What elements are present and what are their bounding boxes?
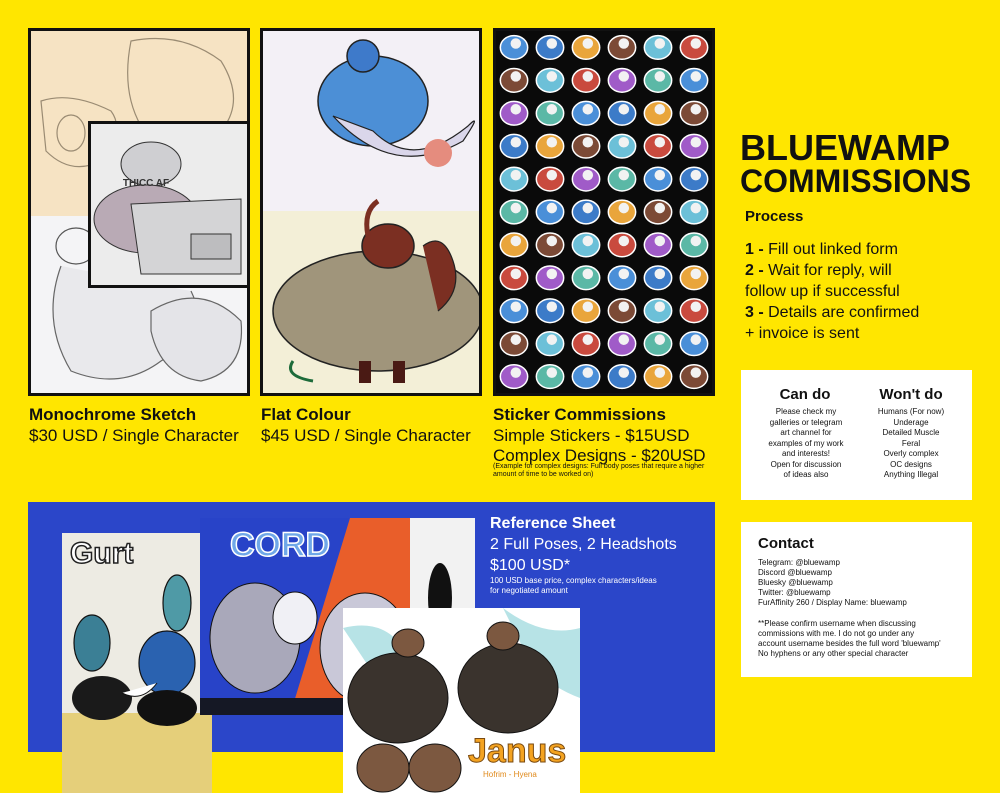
janus-name-text: Janus	[468, 732, 567, 770]
sticker-highlight	[691, 38, 702, 49]
sticker-highlight	[583, 269, 594, 280]
sticker-highlight	[655, 203, 666, 214]
contact-twitter: Twitter: @bluewamp	[758, 588, 831, 597]
sketch-title: Monochrome Sketch	[29, 405, 197, 424]
can-do-list	[751, 407, 861, 481]
sticker-highlight	[691, 269, 702, 280]
sticker-highlight	[547, 203, 558, 214]
sticker-simple-price: Simple Stickers - $15USD	[493, 426, 690, 445]
sticker-highlight	[511, 269, 522, 280]
sticker-highlight	[547, 137, 558, 148]
wont-do-list	[859, 407, 963, 481]
sticker-highlight	[583, 137, 594, 148]
sticker-highlight	[655, 71, 666, 82]
sticker-note-line1: (Example for complex designs: Full body poses that require a higher	[493, 463, 705, 470]
process-step: 3 - Details are confirmed	[745, 304, 920, 321]
wont-do-line: Feral	[901, 438, 921, 448]
sticker-highlight	[511, 367, 522, 378]
process-step: 1 - Fill out linked form	[745, 241, 898, 258]
sticker-highlight	[511, 170, 522, 181]
cord-name-text: CORD	[230, 526, 331, 564]
brand-name: BLUEWAMP	[740, 127, 950, 168]
reference-details: 2 Full Poses, 2 Headshots	[490, 536, 677, 553]
sticker-highlight	[547, 170, 558, 181]
sticker-highlight	[547, 38, 558, 49]
sticker-highlight	[619, 203, 630, 214]
wont-do-title: Won't do	[879, 386, 943, 403]
sticker-highlight	[691, 334, 702, 345]
sticker-highlight	[619, 104, 630, 115]
process-step: 2 - Wait for reply, will	[745, 262, 892, 279]
sticker-highlight	[583, 334, 594, 345]
janus-subtitle-text: Hofrim - Hyena	[483, 770, 537, 779]
sticker-highlight	[691, 236, 702, 247]
sticker-highlight	[619, 71, 630, 82]
wont-do-line: Overly complex	[883, 449, 939, 458]
sticker-highlight	[583, 170, 594, 181]
sticker-highlight	[655, 236, 666, 247]
contact-furaffinity: FurAffinity 260 / Display Name: bluewamp	[758, 598, 907, 607]
sticker-highlight	[655, 104, 666, 115]
sticker-highlight	[655, 38, 666, 49]
sticker-highlight	[691, 302, 702, 313]
can-do-line: galleries or telegram	[769, 417, 843, 427]
sticker-title: Sticker Commissions	[493, 405, 666, 424]
sticker-highlight	[583, 71, 594, 82]
flat-colour-example-image	[260, 28, 482, 396]
wont-do-line: Anything Illegal	[883, 470, 939, 479]
sticker-highlight	[619, 38, 630, 49]
contact-note-line: commissions with me. I do not go under any	[758, 629, 915, 638]
sticker-highlight	[547, 334, 558, 345]
sticker-highlight	[655, 269, 666, 280]
sticker-highlight	[655, 170, 666, 181]
sticker-highlight	[655, 334, 666, 345]
contact-title: Contact	[758, 535, 814, 552]
sticker-highlight	[619, 334, 630, 345]
can-do-line: Open for discussion	[770, 459, 842, 469]
contact-note-line: account username besides the full word 'bluewamp'	[758, 639, 941, 648]
can-do-card	[741, 370, 972, 500]
sticker-highlight	[547, 269, 558, 280]
reference-title: Reference Sheet	[490, 515, 616, 532]
sticker-highlight	[583, 203, 594, 214]
janus-reference-image	[343, 608, 580, 793]
sticker-highlight	[511, 302, 522, 313]
gurt-name-text: Gurt	[70, 537, 134, 570]
sticker-highlight	[691, 367, 702, 378]
sticker-highlight	[583, 367, 594, 378]
sticker-highlight	[691, 170, 702, 181]
sticker-highlight	[583, 236, 594, 247]
contact-note	[758, 619, 970, 659]
sticker-highlight	[511, 334, 522, 345]
contact-discord: Discord @bluewamp	[758, 568, 832, 577]
sticker-highlight	[619, 302, 630, 313]
contact-list	[758, 558, 968, 608]
sticker-highlight	[583, 104, 594, 115]
sticker-highlight	[583, 38, 594, 49]
can-do-title: Can do	[779, 386, 831, 403]
reference-note-line2: for negotiated amount	[490, 586, 568, 595]
sticker-highlight	[619, 269, 630, 280]
process-step: + invoice is sent	[745, 325, 860, 342]
sticker-highlight	[547, 104, 558, 115]
sticker-highlight	[655, 137, 666, 148]
sticker-highlight	[619, 236, 630, 247]
sticker-highlight	[691, 71, 702, 82]
sticker-highlight	[619, 367, 630, 378]
reference-price: $100 USD*	[490, 557, 571, 574]
can-do-line: Please check my	[775, 407, 837, 416]
sticker-highlight	[511, 137, 522, 148]
can-do-line: art channel for	[780, 428, 832, 437]
process-steps	[745, 239, 995, 344]
sticker-highlight	[511, 203, 522, 214]
sticker-highlight	[655, 302, 666, 313]
sticker-highlight	[547, 236, 558, 247]
wont-do-line: OC designs	[890, 459, 932, 469]
sticker-highlight	[619, 137, 630, 148]
contact-card	[741, 522, 972, 677]
wont-do-line: Underage	[893, 417, 929, 427]
contact-telegram: Telegram: @bluewamp	[758, 558, 840, 567]
sketch-inset-image	[88, 121, 250, 288]
sketch-example-image	[28, 28, 250, 396]
contact-bluesky: Bluesky @bluewamp	[758, 578, 833, 587]
wont-do-line: Detailed Muscle	[882, 428, 940, 437]
flat-colour-title: Flat Colour	[261, 405, 351, 424]
sticker-highlight	[547, 71, 558, 82]
shirt-text: THICC AF	[122, 178, 170, 189]
sticker-highlight	[691, 137, 702, 148]
sticker-highlight	[511, 71, 522, 82]
can-do-line: and interests!	[781, 449, 831, 458]
can-do-line: of ideas also	[783, 470, 829, 479]
contact-note-line: **Please confirm username when discussing	[758, 619, 916, 628]
reference-note-line1: 100 USD base price, complex characters/ideas	[490, 576, 657, 585]
sticker-highlight	[511, 236, 522, 247]
can-do-line: examples of my work	[768, 438, 844, 448]
sticker-highlight	[547, 367, 558, 378]
brand-subtitle: COMMISSIONS	[740, 163, 972, 199]
sticker-highlight	[619, 170, 630, 181]
flat-colour-price: $45 USD / Single Character	[261, 426, 471, 445]
sticker-note-line2: amount of time to be worked on)	[493, 471, 594, 478]
sticker-highlight	[655, 367, 666, 378]
sticker-highlight	[583, 302, 594, 313]
wont-do-line: Humans (For now)	[877, 407, 945, 416]
gurt-reference-image	[62, 533, 212, 793]
contact-note-line: No hyphens or any other special character	[758, 649, 909, 658]
sticker-highlight	[691, 203, 702, 214]
process-step: follow up if successful	[745, 283, 900, 300]
sticker-highlight	[511, 38, 522, 49]
sticker-highlight	[511, 104, 522, 115]
sticker-complex-price: Complex Designs - $20USD	[493, 446, 706, 465]
sticker-highlight	[691, 104, 702, 115]
sticker-sheet-image	[493, 28, 715, 396]
process-title: Process	[745, 208, 804, 225]
sticker-highlight	[547, 302, 558, 313]
sketch-price: $30 USD / Single Character	[29, 426, 239, 445]
